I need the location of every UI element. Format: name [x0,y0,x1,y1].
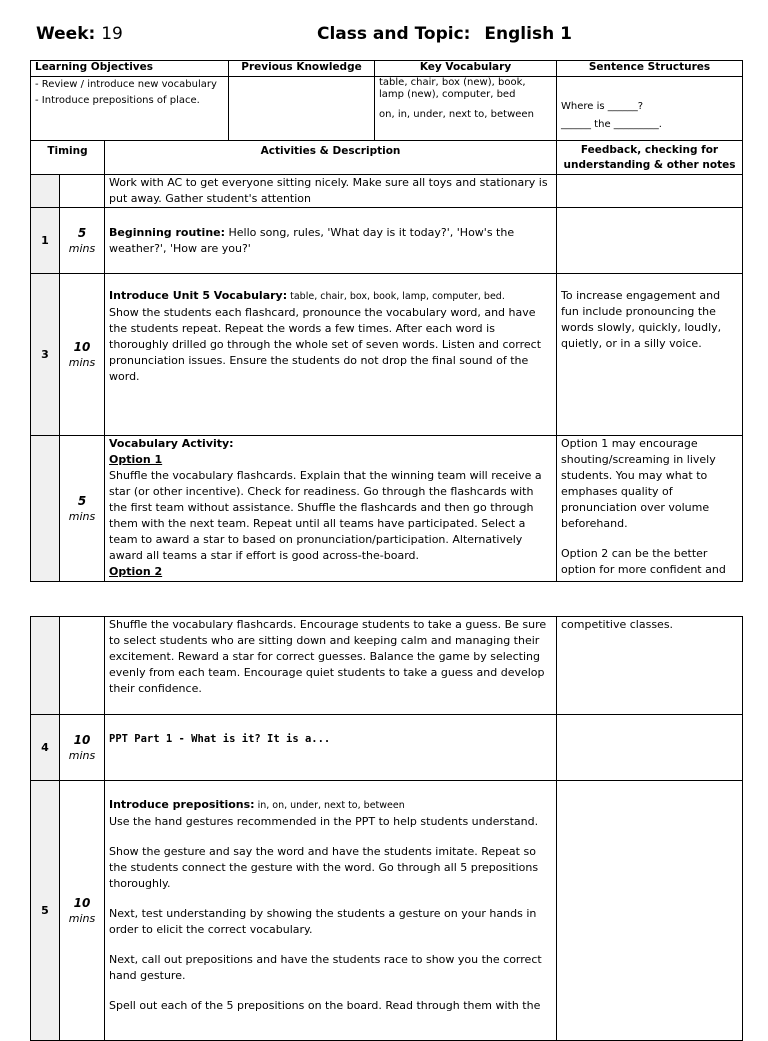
activity-cell [105,175,557,208]
structure-item: Where is ______? [561,101,644,112]
activities-table-bottom [30,616,743,1041]
row-number: 3 [31,274,60,436]
feedback-note: competitive classes. [561,618,674,631]
col-learning-objectives: Learning Objectives [31,61,229,77]
activity-body: Next, call out prepositions and have the students race to show you the correct hand gesture. [109,953,542,982]
sentence-structures-cell [557,77,743,141]
row-number-cell [31,617,60,715]
activity-title: Introduce prepositions: [109,798,255,811]
week-value: 19 [101,24,123,44]
row-timing [60,274,105,436]
activity-cell [105,208,557,274]
feedback-cell [557,274,743,436]
timing-unit: mins [68,241,96,255]
activities-table-top [30,140,743,582]
feedback-note: To increase engagement and fun include pronouncing the words slowly, quickly, loudly, quietly, or in a silly voice. [561,289,722,350]
activity-title-words: table, chair, box, book, lamp, computer, bed. [287,291,505,302]
timing-header: Timing [31,141,105,175]
activity-text [109,797,552,814]
row-timing [60,208,105,274]
timing-minutes: 10 [73,895,91,910]
row-timing [60,715,105,781]
col-sentence-structures: Sentence Structures [557,61,743,77]
feedback-cell [557,617,743,715]
activity-title: PPT Part 1 - What is it? It is a... [109,733,331,745]
row-number: 4 [31,715,60,781]
class-topic-value: English 1 [484,24,572,44]
col-previous-knowledge: Previous Knowledge [229,61,375,77]
timing-unit: mins [68,911,96,925]
feedback-cell [557,208,743,274]
class-topic-heading [317,24,572,44]
activity-title: Vocabulary Activity: [109,437,234,450]
key-vocabulary-cell [375,77,557,141]
col-key-vocabulary: Key Vocabulary [375,61,557,77]
activity-title: Beginning routine: [109,225,226,239]
activity-body: Show the students each flashcard, pronounce the vocabulary word, and have the students repeat. Repeat the words a few times. After each word is thoroughly drilled go through the whole set of seven words. Listen and correct pronunciation issues. Ensure the students do not drop the final sound of the word. [109,306,542,383]
structure-item [561,119,738,131]
vocab-words: table, chair, box (new), book, lamp (new), computer, bed [379,77,526,100]
activities-header: Activities & Description [105,141,557,175]
structure-part: ______ the [561,119,611,130]
previous-knowledge-cell [229,77,375,141]
timing-minutes: 10 [73,339,91,354]
week-label: Week: [36,24,96,44]
class-topic-label: Class and Topic: [317,24,471,44]
activity-body: Hello song, rules, 'What day is it today?', 'How's the weather?', 'How are you?' [109,225,515,255]
activity-cell [105,781,557,1041]
activity-cell [105,436,557,582]
timing-minutes: 5 [77,225,87,240]
activity-cell [105,274,557,436]
activity-body: Shuffle the vocabulary flashcards. Explain that the winning team will receive a star (or other incentive). Check for readiness. Go through the flashcards with the first team without assistance. Shuffle the flashcards and then go through them with the next team. Repeat until all teams have participated. Select a team to award a star to based on pronunciation/participation. Alternatively award all teams a star if effort is good across-the-board. [109,469,542,562]
row-number-cell [31,175,60,208]
objectives-table [30,60,743,141]
timing-minutes: 10 [73,732,91,747]
vocab-prepositions: on, in, under, next to, between [379,109,534,120]
structure-part: _________. [613,119,662,130]
option-heading: Option 1 [109,453,163,466]
activity-text [109,225,552,257]
activity-text [109,288,552,305]
feedback-header: Feedback, checking for understanding & other notes [557,141,743,175]
activity-body: Show the gesture and say the word and have the students imitate. Repeat so the students connect the gesture with the word. Go through all 5 prepositions thoroughly. [109,845,539,890]
activity-body: Shuffle the vocabulary flashcards. Encourage students to take a guess. Be sure to select students who are sitting down and keeping calm and managing their excitement. Reward a star for correct guesses. Balance the game by selecting evenly from each team. Encourage quiet students to take a guess and develop their confidence. [109,618,547,695]
activity-text: Work with AC to get everyone sitting nicely. Make sure all toys and stationary is put away. Gather student's attention [109,176,548,205]
learning-objectives-cell [31,77,229,141]
timing-unit: mins [68,748,96,762]
option-heading: Option 2 [109,565,163,578]
objective-item: - Review / introduce new vocabulary [35,79,217,90]
row-timing [60,781,105,1041]
timing-unit: mins [68,355,96,369]
feedback-cell [557,781,743,1041]
row-timing [60,436,105,582]
activity-body: Next, test understanding by showing the students a gesture on your hands in order to elicit the correct vocabulary. [109,907,537,936]
activity-cell [105,715,557,781]
objective-item: - Introduce prepositions of place. [35,95,200,106]
timing-minutes: 5 [77,493,87,508]
activity-cell [105,617,557,715]
activity-title: Introduce Unit 5 Vocabulary: [109,289,288,302]
feedback-note: Option 1 may encourage shouting/screaming in lively students. You may what to emphases quality of pronunciation over volume beforehand. [561,437,716,530]
timing-unit: mins [68,509,96,523]
activity-title-words: in, on, under, next to, between [254,800,405,811]
feedback-note: Option 2 can be the better option for more confident and [561,547,726,576]
week-heading [36,24,123,44]
row-number-cell [31,436,60,582]
row-number: 1 [31,208,60,274]
feedback-cell [557,175,743,208]
feedback-cell [557,436,743,582]
row-timing-cell [60,617,105,715]
activity-body: Use the hand gestures recommended in the PPT to help students understand. [109,815,539,828]
activity-body: Spell out each of the 5 prepositions on the board. Read through them with the [109,999,541,1012]
row-number: 5 [31,781,60,1041]
row-timing-cell [60,175,105,208]
feedback-cell [557,715,743,781]
